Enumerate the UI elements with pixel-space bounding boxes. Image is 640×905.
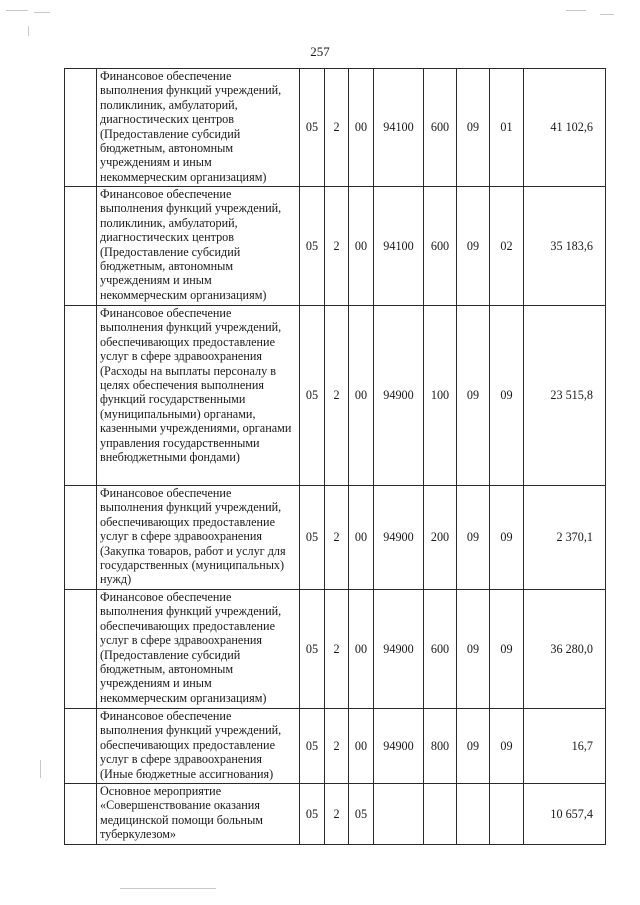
budget-table (64, 68, 606, 845)
code-cell: 00 (349, 709, 374, 784)
code-cell: 09 (457, 709, 490, 784)
code-cell: 05 (300, 187, 325, 306)
code-cell: 09 (457, 486, 490, 590)
table-row (65, 784, 606, 845)
scan-edge-mark (600, 14, 614, 15)
table-row (65, 187, 606, 306)
scan-edge-mark (28, 26, 29, 36)
code-cell: 94100 (374, 187, 424, 306)
code-cell: 09 (490, 486, 524, 590)
scan-edge-mark (6, 10, 28, 11)
expense-name-cell: Финансовое обеспечение выполнения функций учреждений, обеспечивающих предоставление услуг в сфере здравоохранения (Иные бюджетные ассигнования) (97, 709, 300, 784)
code-cell: 05 (300, 69, 325, 187)
code-cell: 2 (325, 69, 349, 187)
row-number-cell (65, 69, 97, 187)
code-cell: 600 (424, 590, 457, 709)
row-number-cell (65, 590, 97, 709)
code-cell: 05 (300, 784, 325, 845)
code-cell: 2 (325, 486, 349, 590)
code-cell: 09 (457, 306, 490, 486)
expense-name-cell: Финансовое обеспечение выполнения функций учреждений, обеспечивающих предоставление услуг в сфере здравоохранения (Закупка товаров, работ и услуг для государственных (муниципальных) нужд) (97, 486, 300, 590)
expense-name-cell: Основное мероприятие «Совершенствование оказания медицинской помощи больным туберкулезом» (97, 784, 300, 845)
scan-edge-mark (40, 760, 41, 778)
code-cell: 00 (349, 187, 374, 306)
code-cell: 05 (300, 486, 325, 590)
code-cell: 94900 (374, 590, 424, 709)
code-cell: 2 (325, 306, 349, 486)
code-cell: 94900 (374, 306, 424, 486)
row-number-cell (65, 784, 97, 845)
table-row (65, 69, 606, 187)
code-cell: 02 (490, 187, 524, 306)
code-cell: 94900 (374, 709, 424, 784)
scan-edge-mark (566, 10, 586, 11)
row-number-cell (65, 709, 97, 784)
amount-cell: 36 280,0 (524, 590, 606, 709)
code-cell: 09 (490, 590, 524, 709)
code-cell: 09 (457, 187, 490, 306)
code-cell: 09 (490, 709, 524, 784)
code-cell (374, 784, 424, 845)
code-cell: 2 (325, 784, 349, 845)
code-cell: 94100 (374, 69, 424, 187)
amount-cell: 16,7 (524, 709, 606, 784)
code-cell: 00 (349, 486, 374, 590)
code-cell (457, 784, 490, 845)
code-cell: 05 (349, 784, 374, 845)
code-cell: 2 (325, 590, 349, 709)
amount-cell: 41 102,6 (524, 69, 606, 187)
code-cell: 2 (325, 187, 349, 306)
table-row (65, 590, 606, 709)
code-cell: 09 (457, 69, 490, 187)
code-cell (490, 784, 524, 845)
table-row (65, 486, 606, 590)
amount-cell: 10 657,4 (524, 784, 606, 845)
expense-name-cell: Финансовое обеспечение выполнения функций учреждений, обеспечивающих предоставление услуг в сфере здравоохранения (Предоставление субсидий бюджетным, автономным учреждениям и иным некоммерческим организациям) (97, 590, 300, 709)
code-cell: 200 (424, 486, 457, 590)
code-cell: 01 (490, 69, 524, 187)
code-cell: 00 (349, 590, 374, 709)
table-row (65, 306, 606, 486)
code-cell: 05 (300, 306, 325, 486)
code-cell: 09 (457, 590, 490, 709)
amount-cell: 35 183,6 (524, 187, 606, 306)
code-cell: 600 (424, 69, 457, 187)
amount-cell: 2 370,1 (524, 486, 606, 590)
code-cell: 100 (424, 306, 457, 486)
code-cell: 00 (349, 69, 374, 187)
row-number-cell (65, 486, 97, 590)
code-cell: 05 (300, 590, 325, 709)
code-cell: 600 (424, 187, 457, 306)
row-number-cell (65, 187, 97, 306)
code-cell (424, 784, 457, 845)
scan-edge-mark (120, 888, 216, 889)
expense-name-cell: Финансовое обеспечение выполнения функций учреждений, поликлиник, амбулаторий, диагностических центров (Предоставление субсидий бюджетным, автономным учреждениям и иным некоммерческим организациям) (97, 69, 300, 187)
code-cell: 05 (300, 709, 325, 784)
code-cell: 94900 (374, 486, 424, 590)
code-cell: 2 (325, 709, 349, 784)
code-cell: 00 (349, 306, 374, 486)
row-number-cell (65, 306, 97, 486)
table-row (65, 709, 606, 784)
expense-name-cell: Финансовое обеспечение выполнения функций учреждений, обеспечивающих предоставление услуг в сфере здравоохранения (Расходы на выплаты персоналу в целях обеспечения выполнения функций государственными (муниципальными) органами, казенными учреждениями, органами управления государственными внебюджетными фондами) (97, 306, 300, 486)
code-cell: 800 (424, 709, 457, 784)
scan-edge-mark (34, 12, 50, 13)
page-number: 257 (310, 44, 330, 59)
expense-name-cell: Финансовое обеспечение выполнения функций учреждений, поликлиник, амбулаторий, диагностических центров (Предоставление субсидий бюджетным, автономным учреждениям и иным некоммерческим организациям) (97, 187, 300, 306)
code-cell: 09 (490, 306, 524, 486)
amount-cell: 23 515,8 (524, 306, 606, 486)
